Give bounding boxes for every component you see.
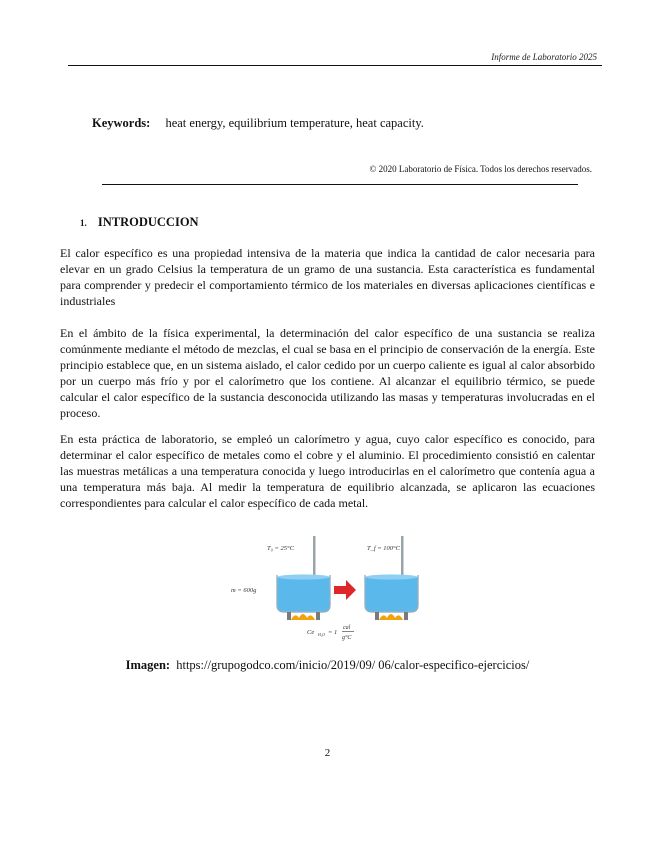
calorimeter-figure [225, 530, 425, 642]
right-beaker [365, 536, 418, 620]
right-water [366, 577, 418, 611]
formula-subscript: H₂O [318, 632, 326, 637]
figure-caption [0, 658, 655, 673]
specific-heat-formula [307, 625, 354, 641]
keywords-line [92, 116, 424, 131]
transition-arrow [334, 580, 356, 600]
running-header: Informe de Laboratorio 2025 [491, 52, 597, 62]
section-heading [80, 215, 199, 230]
section-number: 1. [80, 218, 87, 228]
formula-numerator: cal [343, 625, 351, 631]
final-temp-label: T_f = 100°C [367, 545, 400, 552]
page-number: 2 [324, 747, 331, 759]
copyright-notice: © 2020 Laboratorio de Física. Todos los derechos reservados. [369, 164, 592, 174]
section-divider [102, 184, 578, 185]
intro-paragraph-2: En el ámbito de la física experimental, la determinación del calor específico de una sustancia se realiza comúnmente mediante el método de mezclas, el cual se basa en el principio de conservación de la energía. Este principio establece que, en un sistema aislado, el calor cedido por un cuerpo caliente es igual al calor absorbido por un cuerpo más frío y por el calorímetro que los contiene. Al alcanzar el equilibrio térmico, se puede calcular el calor específico de la sustancia desconocida utilizando las masas y temperaturas involucradas en el proceso. [60, 326, 595, 420]
caption-label: Imagen: [125, 658, 171, 672]
caption-url: https://grupogodco.com/inicio/2019/09/ 06/calor-especifico-ejercicios/ [176, 658, 530, 672]
left-water [278, 577, 330, 611]
formula-lhs: Ce [307, 629, 315, 636]
formula-denominator: g°C [342, 635, 352, 641]
initial-temp-label: T₀ = 25°C [267, 545, 294, 552]
left-beaker [231, 536, 330, 620]
section-title: INTRODUCCION [97, 215, 199, 229]
formula-equals: = 1 [328, 629, 338, 636]
intro-paragraph-3: En esta práctica de laboratorio, se empleó un calorímetro y agua, cuyo calor específico es conocido, para determinar el calor específico de metales como el cobre y el aluminio. El procedimiento consistió en calentar las muestras metálicas a una temperatura conocida y luego introducirlas en el calorímetro que contenía agua a una temperatura más baja. Al medir la temperatura de equilibrio alcanzada, se aplicaron las ecuaciones correspondientes para calcular el calor específico de cada metal. [60, 432, 595, 510]
keywords-text: heat energy, equilibrium temperature, heat capacity. [165, 116, 424, 130]
left-flame [291, 614, 315, 620]
header-rule [68, 65, 602, 66]
keywords-label: Keywords: [92, 116, 151, 130]
intro-paragraph-1: El calor específico es una propiedad intensiva de la materia que indica la cantidad de calor necesaria para elevar en un grado Celsius la temperatura de un gramo de una sustancia. Esta característica es fundamental para comprender y predecir el comportamiento térmico de los materiales en diversas aplicaciones científicas e industriales [60, 246, 595, 308]
mass-label: m = 600g [231, 587, 257, 594]
right-flame [379, 614, 403, 620]
